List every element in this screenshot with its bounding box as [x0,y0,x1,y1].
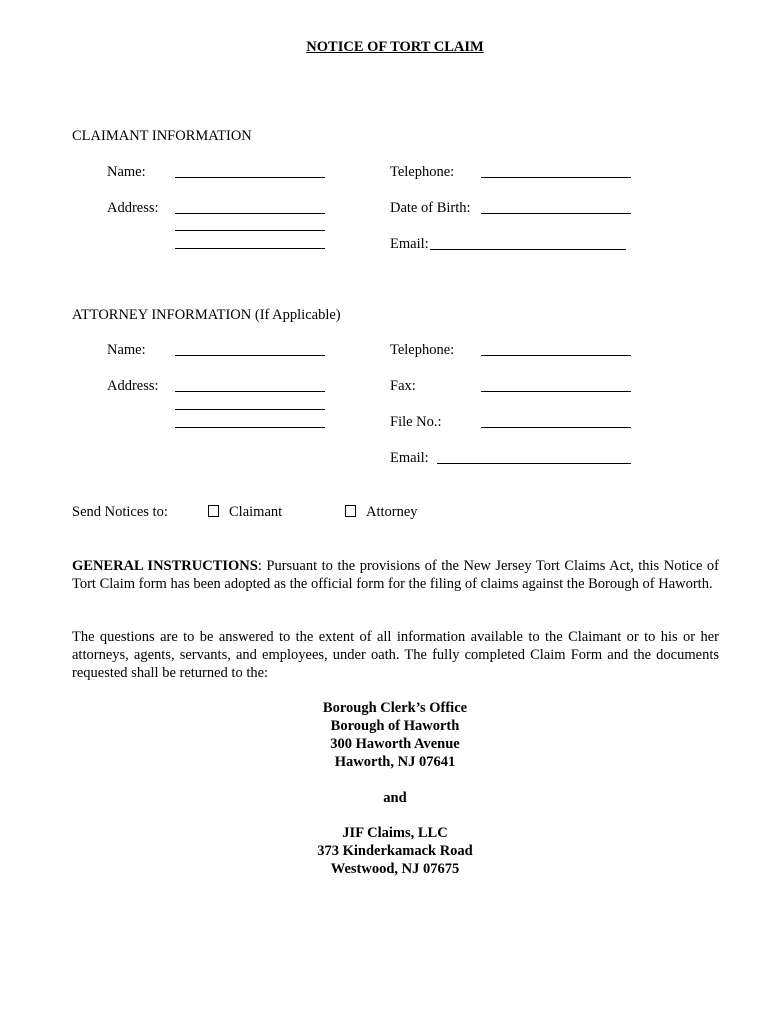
attorney-email-label: Email: [390,450,429,466]
send-to-attorney-label: Attorney [366,504,418,520]
attorney-fax-label: Fax: [390,378,416,394]
attorney-name-label: Name: [107,342,146,358]
address-line: 300 Haworth Avenue [330,736,460,752]
attorney-section-heading: ATTORNEY INFORMATION (If Applicable) [72,307,341,323]
checkbox-icon[interactable] [345,505,356,517]
claimant-address-field-3[interactable] [175,248,325,249]
address-line: Borough of Haworth [330,718,460,734]
claimant-email-label: Email: [390,236,429,252]
attorney-address-field-1[interactable] [175,391,325,392]
address-line: Borough Clerk’s Office [322,700,468,716]
borough-clerk-address [0,699,770,771]
claimant-address-field-1[interactable] [175,213,325,214]
claimant-name-label: Name: [107,164,146,180]
send-to-claimant-label: Claimant [229,504,283,520]
attorney-file-field[interactable] [481,427,631,428]
attorney-address-label: Address: [107,378,159,394]
send-to-attorney-option[interactable] [345,503,418,521]
general-instructions-heading: GENERAL INSTRUCTIONS [72,558,258,574]
claimant-telephone-label: Telephone: [390,164,455,180]
page-title: NOTICE OF TORT CLAIM [306,39,484,55]
instructions-paragraph-2: The questions are to be answered to the extent of all information available to the Claimant or to his or her attorneys, agents, servants, and employees, under oath. The fully completed Claim Form and the documents requested shall be returned to the: [72,629,719,681]
claimant-address-label: Address: [107,200,159,216]
address-line: 373 Kinderkamack Road [317,843,473,859]
general-instructions-text: : Pursuant to the provisions of the New Jersey Tort Claims Act, this Notice of Tort Claim form has been adopted as the official form for the filing of claims against the Borough of Haworth. [72,558,719,592]
address-connector: and [383,790,407,806]
claimant-section-heading: CLAIMANT INFORMATION [72,128,252,144]
attorney-name-field[interactable] [175,355,325,356]
address-line: JIF Claims, LLC [342,825,448,841]
address-line: Haworth, NJ 07641 [334,754,456,770]
claimant-dob-field[interactable] [481,213,631,214]
claimant-dob-label: Date of Birth: [390,200,471,216]
checkbox-icon[interactable] [208,505,219,517]
jif-claims-address [0,824,770,878]
claimant-telephone-field[interactable] [481,177,631,178]
send-to-claimant-option[interactable] [208,503,282,521]
attorney-email-field[interactable] [437,463,631,464]
send-notices-label: Send Notices to: [72,504,168,520]
attorney-file-label: File No.: [390,414,442,430]
claimant-email-field[interactable] [430,249,626,250]
attorney-telephone-field[interactable] [481,355,631,356]
claimant-address-field-2[interactable] [175,230,325,231]
attorney-address-field-2[interactable] [175,409,325,410]
attorney-address-field-3[interactable] [175,427,325,428]
attorney-telephone-label: Telephone: [390,342,455,358]
address-line: Westwood, NJ 07675 [330,861,460,877]
general-instructions-paragraph [72,557,719,593]
claimant-name-field[interactable] [175,177,325,178]
attorney-fax-field[interactable] [481,391,631,392]
